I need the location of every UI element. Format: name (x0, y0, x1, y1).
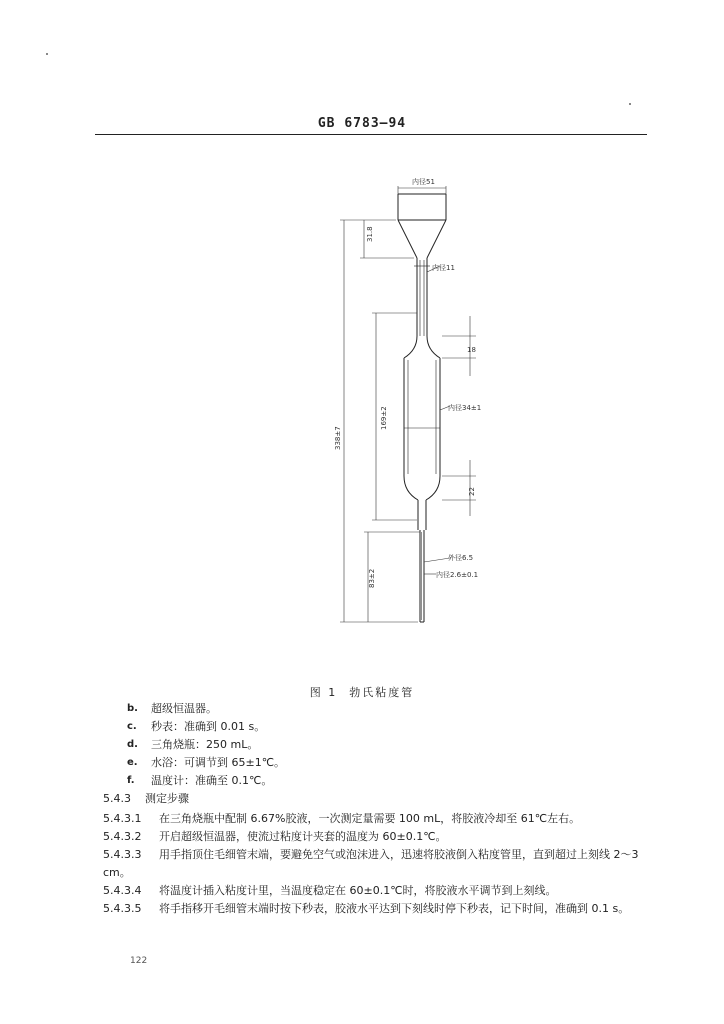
dim-top-height: 31.8 (366, 226, 374, 242)
figure-number: 图 1 (309, 686, 338, 699)
section-title: 测定步骤 (145, 792, 189, 805)
list-item: c. 秒表：准确到 0.01 s。 (127, 720, 266, 733)
dim-middle-length: 169±2 (380, 406, 388, 430)
paragraph: 5.4.3.1 在三角烧瓶中配制 6.67%胶液，一次测定量需要 100 mL，将胶液冷却至 61℃左右。 (103, 812, 581, 825)
section-number: 5.4.3 (103, 792, 131, 805)
standard-number: GB 6783—94 (317, 116, 407, 131)
dim-upper-shoulder: 18 (467, 346, 476, 354)
list-item: b. 超级恒温器。 (127, 702, 217, 715)
dim-bottom-length: 83±2 (368, 568, 376, 588)
dim-outer-tip: 外径6.5 (448, 554, 474, 562)
scan-speck (629, 103, 631, 105)
dim-lower-shoulder: 22 (468, 487, 476, 496)
paragraph: 5.4.3.4 将温度计插入粘度计里，当温度稳定在 60±0.1℃时，将胶液水平调节到上刻线。 (103, 884, 557, 897)
dim-total-length: 338±7 (334, 426, 342, 450)
dim-inner-tip: 内径2.6±0.1 (436, 571, 479, 579)
viscometer-figure (320, 170, 520, 640)
header-rule (95, 134, 647, 135)
paragraph: 5.4.3.5 将手指移开毛细管末端时按下秒表，胶液水平达到下刻线时停下秒表，记下时间，准确到 0.1 s。 (103, 902, 630, 915)
dim-bulb-inner: 内径34±1 (448, 404, 482, 412)
list-item: d. 三角烧瓶：250 mL。 (127, 738, 259, 751)
list-item: f. 温度计：准确至 0.1℃。 (127, 774, 273, 787)
figure-title: 勃氏粘度管 (349, 686, 415, 699)
dim-neck-inner: 内径11 (432, 264, 455, 272)
list-item: e. 水浴：可调节到 65±1℃。 (127, 756, 286, 769)
paragraph: 5.4.3.2 开启超级恒温器，使流过粘度计夹套的温度为 60±0.1℃。 (103, 830, 447, 843)
body-text (103, 700, 663, 918)
section-heading (103, 790, 663, 810)
viscometer-drawing (320, 170, 520, 640)
page-number: 122 (130, 956, 148, 966)
paragraph: 5.4.3.3 用手指顶住毛细管末端，要避免空气或泡沫进入，迅速将胶液倒入粘度管里，直到超过上刻线 2～3 cm。 (103, 848, 639, 879)
scan-speck (46, 53, 48, 55)
figure-caption (0, 684, 724, 700)
dim-top-inner: 内径51 (412, 178, 435, 186)
